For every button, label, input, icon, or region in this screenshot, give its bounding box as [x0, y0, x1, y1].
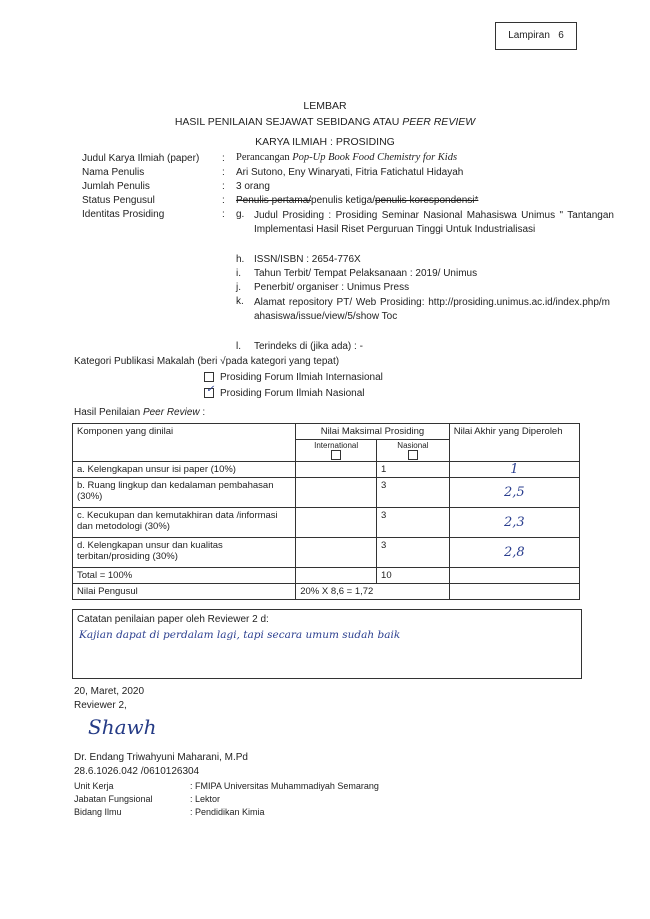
header-akhir: Nilai Akhir yang Diperoleh — [449, 424, 579, 462]
heading-hasil-italic: PEER REVIEW — [402, 116, 476, 128]
identitas-item-i — [236, 268, 616, 279]
row-a-nasional: 1 — [377, 462, 450, 478]
status-struck-1: Penulis pertama/ — [236, 195, 312, 206]
heading-hasil-prefix: HASIL PENILAIAN SEJAWAT SEBIDANG ATAU — [174, 116, 403, 128]
checkbox-table-internasional[interactable] — [331, 450, 341, 460]
pengusul-value: 20% X 8,6 = 1,72 — [296, 584, 450, 600]
detail-unit-value: : FMIPA Universitas Muhammadiyah Semarang — [190, 781, 379, 791]
total-label: Total = 100% — [73, 568, 296, 584]
kategori-option-nasional[interactable] — [204, 384, 365, 399]
identitas-letter-l: l. — [236, 341, 241, 352]
table-row — [73, 462, 580, 478]
row-c-akhir: 2,3 — [449, 508, 579, 538]
header-maks: Nilai Maksimal Prosiding — [296, 424, 450, 440]
judul-label: Judul Karya Ilmiah (paper) — [82, 153, 200, 164]
detail-jabatan-value: : Lektor — [190, 794, 221, 804]
hasil-label-italic: Peer Review — [142, 407, 200, 418]
identitas-colon: : — [222, 209, 225, 220]
heading-lembar: LEMBAR — [303, 100, 347, 112]
heading-karya: KARYA ILMIAH : PROSIDING — [255, 136, 395, 148]
row-c-nasional: 3 — [377, 508, 450, 538]
table-header-row — [73, 424, 580, 440]
row-c-internasional — [296, 508, 377, 538]
identitas-text-i: Tahun Terbit/ Tempat Pelaksanaan : 2019/ Unimus — [254, 268, 478, 279]
header-komponen: Komponen yang dinilai — [73, 424, 296, 462]
check-mark-icon: ✓ — [206, 384, 215, 396]
identitas-letter-k: k. — [236, 296, 244, 307]
lampiran-label: Lampiran — [508, 30, 550, 41]
table-row — [73, 478, 580, 508]
identitas-letter-g: g. — [236, 209, 245, 220]
penulis-value: Ari Sutono, Eny Winaryati, Fitria Fatichatul Hidayah — [236, 167, 464, 178]
score-table — [72, 423, 580, 600]
jumlah-colon: : — [222, 181, 225, 192]
catatan-handwritten: Kajian dapat di perdalam lagi, tapi secara umum sudah baik — [79, 629, 401, 641]
status-current: penulis ketiga/ — [311, 195, 375, 206]
reviewer-name: Dr. Endang Triwahyuni Maharani, M.Pd — [74, 752, 248, 763]
pengusul-label: Nilai Pengusul — [73, 584, 296, 600]
detail-bidang-label: Bidang Ilmu — [74, 807, 122, 817]
row-d-akhir: 2,8 — [449, 538, 579, 568]
catatan-box — [72, 609, 582, 679]
kategori-option-internasional[interactable] — [204, 372, 383, 383]
reviewer-nip: 28.6.1026.042 /0610126304 — [74, 766, 200, 777]
row-d-komponen: d. Kelengkapan unsur dan kualitas terbitan/prosiding (30%) — [73, 538, 296, 568]
jumlah-label: Jumlah Penulis — [82, 181, 150, 192]
hasil-label-suffix: : — [199, 407, 206, 418]
identitas-text-k: Alamat repository PT/ Web Prosiding: http://prosiding.unimus.ac.id/index.php/mahasiswa/issue/view/5/show Toc — [254, 297, 610, 322]
row-b-internasional — [296, 478, 377, 508]
status-label: Status Pengusul — [82, 195, 155, 206]
reviewer-label: Reviewer 2, — [74, 700, 127, 711]
identitas-text-l: Terindeks di (jika ada) : - — [254, 341, 363, 352]
header-internasional — [296, 440, 377, 462]
jumlah-value: 3 orang — [236, 181, 270, 192]
row-b-komponen: b. Ruang lingkup dan kedalaman pembahasan (30%) — [73, 478, 296, 508]
penulis-colon: : — [222, 167, 225, 178]
identitas-letter-i: i. — [236, 268, 241, 279]
identitas-text-g: Judul Prosiding : Prosiding Seminar Nasional Mahasiswa Unimus " Tantangan Implementasi Hasil Riset Perguruan Tinggi Untuk Industrialisasi — [254, 210, 614, 235]
status-colon: : — [222, 195, 225, 206]
judul-value — [236, 152, 457, 163]
header-internasional-label: International — [314, 441, 359, 450]
pengusul-akhir — [449, 584, 579, 600]
lampiran-box — [495, 22, 577, 50]
checkbox-table-nasional[interactable] — [408, 450, 418, 460]
row-b-akhir: 2,5 — [449, 478, 579, 508]
header-nasional — [377, 440, 450, 462]
checkbox-internasional[interactable] — [204, 372, 214, 382]
table-pengusul-row — [73, 584, 580, 600]
detail-unit-label: Unit Kerja — [74, 781, 114, 791]
identitas-item-l — [236, 341, 616, 352]
identitas-text-j: Penerbit/ organiser : Unimus Press — [254, 282, 410, 293]
kategori-label: Kategori Publikasi Makalah (beri √pada kategori yang tepat) — [74, 356, 340, 367]
date-text: 20, Maret, 2020 — [74, 686, 145, 697]
catatan-label: Catatan penilaian paper oleh Reviewer 2 d: — [77, 614, 269, 625]
hasil-label-prefix: Hasil Penilaian — [74, 407, 143, 418]
row-b-nasional: 3 — [377, 478, 450, 508]
table-total-row — [73, 568, 580, 584]
status-struck-2: penulis korespondensi* — [374, 195, 479, 206]
hasil-label — [74, 407, 205, 418]
heading-hasil — [0, 116, 650, 128]
lampiran-number: 6 — [558, 30, 564, 41]
row-a-akhir: 1 — [449, 462, 579, 478]
identitas-item-h — [236, 254, 616, 265]
judul-value-italic: Pop-Up Book Food Chemistry for Kids — [292, 152, 458, 163]
header-nasional-label: Nasional — [397, 441, 429, 450]
row-d-internasional — [296, 538, 377, 568]
judul-value-prefix: Perancangan — [236, 152, 293, 163]
detail-jabatan-label: Jabatan Fungsional — [74, 794, 153, 804]
signature: Shawh — [88, 715, 157, 739]
row-a-internasional — [296, 462, 377, 478]
identitas-item-j — [236, 282, 616, 293]
table-row — [73, 538, 580, 568]
row-d-nasional: 3 — [377, 538, 450, 568]
status-value — [236, 195, 478, 206]
total-akhir — [449, 568, 579, 584]
judul-colon: : — [222, 153, 225, 164]
detail-bidang-value: : Pendidikan Kimia — [190, 807, 265, 817]
total-value: 10 — [377, 568, 450, 584]
identitas-item-k — [236, 296, 616, 338]
identitas-label: Identitas Prosiding — [82, 209, 165, 220]
row-c-komponen: c. Kecukupan dan kemutakhiran data /informasi dan metodologi (30%) — [73, 508, 296, 538]
identitas-item-g — [236, 209, 616, 251]
total-internasional — [296, 568, 377, 584]
identitas-letter-j: j. — [236, 282, 241, 293]
kategori-option2-label: Prosiding Forum Ilmiah Nasional — [220, 388, 365, 399]
identitas-text-h: ISSN/ISBN : 2654-776X — [254, 254, 361, 265]
penulis-label: Nama Penulis — [82, 167, 145, 178]
identitas-letter-h: h. — [236, 254, 245, 265]
table-row — [73, 508, 580, 538]
row-a-komponen: a. Kelengkapan unsur isi paper (10%) — [73, 462, 296, 478]
checkbox-nasional[interactable] — [204, 384, 215, 398]
kategori-option1-label: Prosiding Forum Ilmiah Internasional — [220, 372, 383, 383]
